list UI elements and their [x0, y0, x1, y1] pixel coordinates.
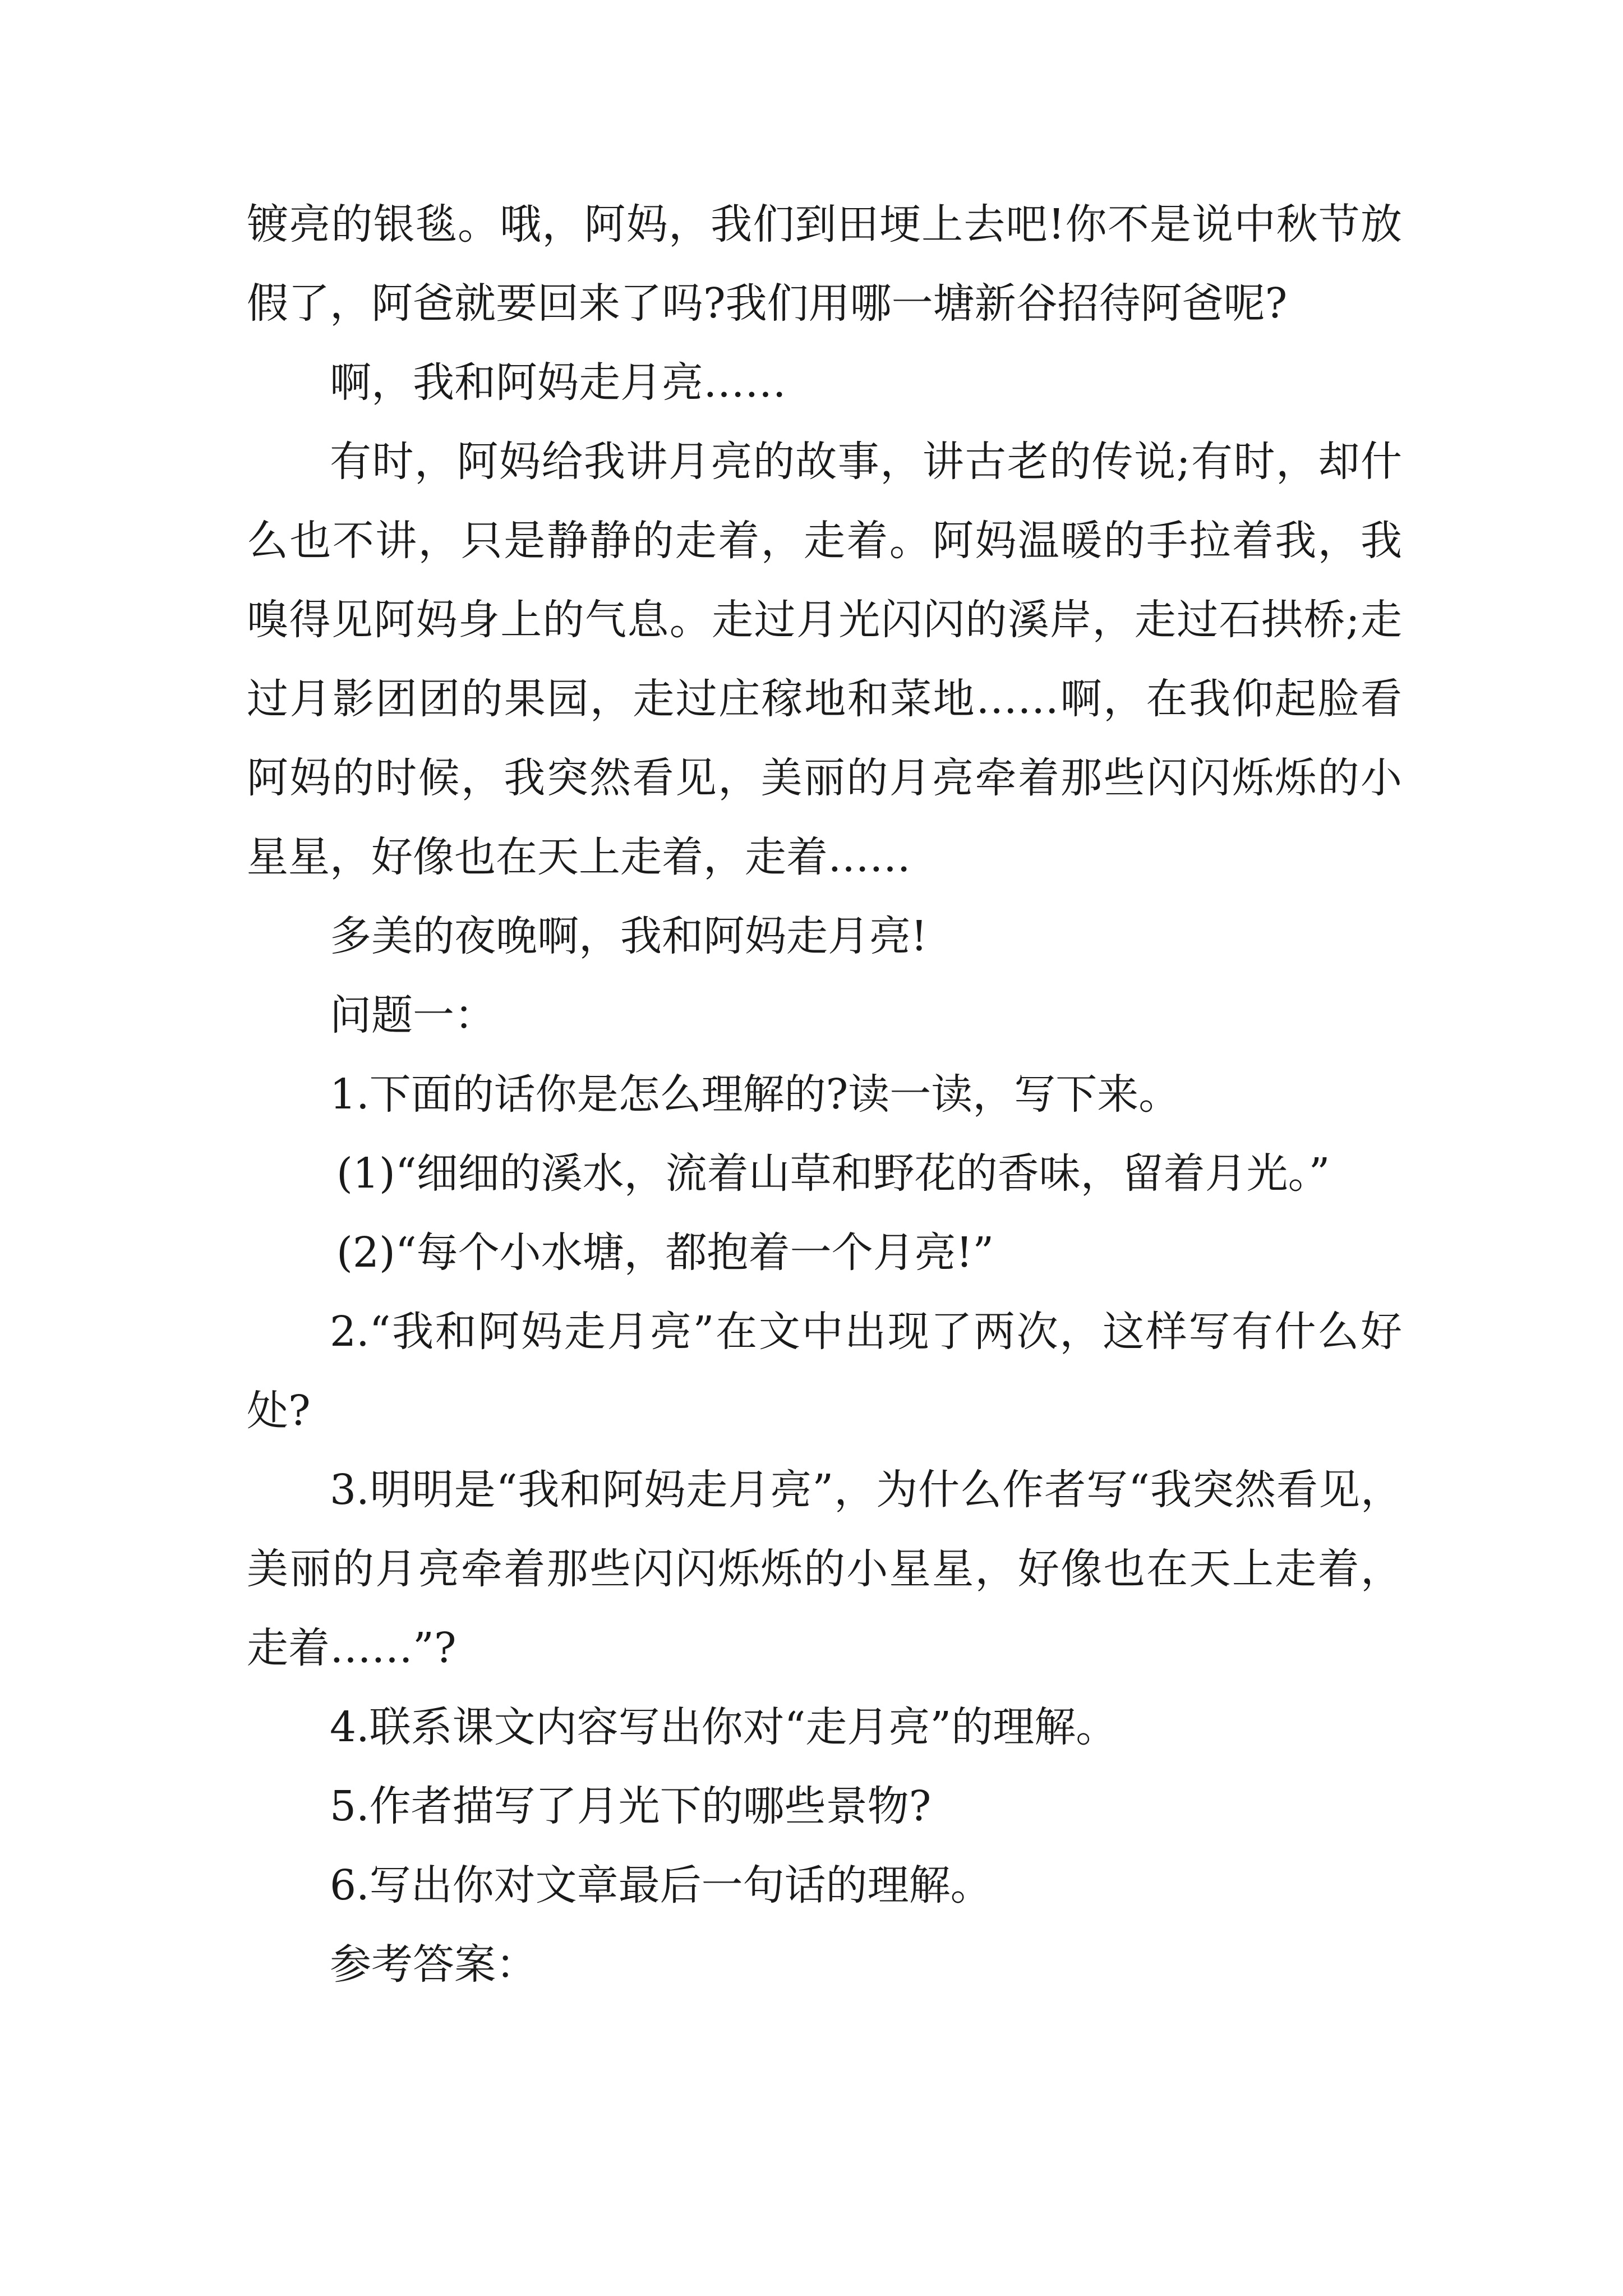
question-6: 6.写出你对文章最后一句话的理解。: [330, 1861, 992, 1910]
question-5: 5.作者描写了月光下的哪些景物?: [330, 1782, 932, 1830]
paragraph-refrain: 啊，我和阿妈走月亮……: [330, 358, 786, 407]
question-4: 4.联系课文内容写出你对“走月亮”的理解。: [330, 1703, 1118, 1751]
paragraph-walk: 有时，阿妈给我讲月亮的故事，讲古老的传说;有时，却什么也不讲，只是静静的走着，走着。阿妈温暖的手拉着我，我嗅得见阿妈身上的气息。走过月光闪闪的溪岸，走过石拱桥;走过月影团团的果园，走过庄稼地和菜地……啊，在我仰起脸看阿妈的时候，我突然看见，美丽的月亮牵着那些闪闪烁烁的小星星，好像也在天上走着，走着……: [247, 438, 1402, 881]
question-3: 3.明明是“我和阿妈走月亮”，为什么作者写“我突然看见，美丽的月亮牵着那些闪闪烁烁的小星星，好像也在天上走着，走着……”?: [247, 1466, 1402, 1672]
question-1-item-1: (1)“细细的溪水，流着山草和野花的香味，留着月光。”: [336, 1149, 1330, 1198]
question-2: 2.“我和阿妈走月亮”在文中出现了两次，这样写有什么好处?: [247, 1308, 1402, 1435]
document-body: [247, 185, 1402, 2004]
paragraph-continuation: 镀亮的银毯。哦，阿妈，我们到田埂上去吧!你不是说中秋节放假了，阿爸就要回来了吗?我们用哪一塘新谷招待阿爸呢?: [247, 200, 1402, 328]
answers-heading: 参考答案：: [330, 1940, 537, 1989]
question-1-item-2: (2)“每个小水塘，都抱着一个月亮!”: [336, 1228, 994, 1277]
question-1: 1.下面的话你是怎么理解的?读一读，写下来。: [330, 1070, 1181, 1119]
paragraph-ending: 多美的夜晚啊，我和阿妈走月亮!: [330, 912, 928, 960]
questions-heading: 问题一：: [330, 991, 496, 1039]
